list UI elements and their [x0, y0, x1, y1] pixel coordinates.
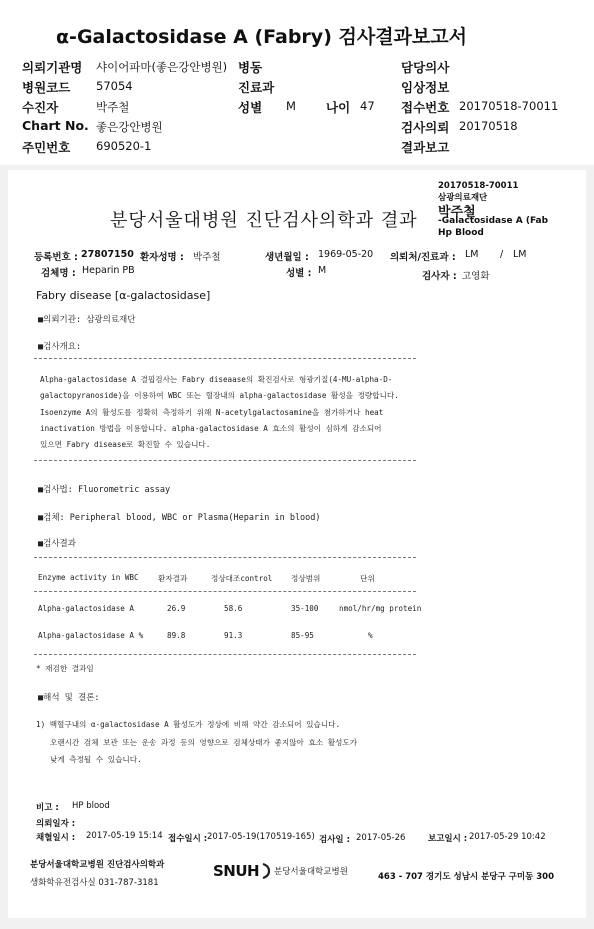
report-title: α-Galactosidase A (Fabry) 검사결과보고서: [56, 26, 467, 48]
divider: [34, 358, 416, 359]
sticker-org: 삼광의료재단: [438, 193, 488, 203]
request-date-label: 의뢰일자 :: [36, 819, 76, 829]
value-age: 47: [360, 99, 375, 113]
collect-value: 2017-05-19 15:14: [86, 831, 163, 841]
receive-value: 2017-05-19(170519-165): [207, 832, 315, 842]
sex-label: 성별 :: [286, 268, 312, 279]
table-row-1-result: 26.9: [167, 604, 186, 613]
label-clinical-info: 임상정보: [401, 80, 450, 95]
value-resident-no: 690520-1: [96, 139, 152, 153]
label-sex: 성별: [238, 100, 263, 115]
overview-line-3: Isoenzyme A의 활성도를 정확히 측정하기 위해 N-acetylgalactosamine을 첨가하거나 heat: [40, 408, 384, 417]
lab-report-title: 분당서울대병원 진단검사의학과 결과: [110, 210, 418, 231]
requesting-agency: ■의뢰기관: 삼광의료재단: [38, 315, 136, 325]
dept-value-1: LM: [465, 249, 479, 260]
collect-label: 채혈일시 :: [36, 833, 76, 843]
dob-label: 생년월일 :: [265, 252, 309, 263]
sex-value: M: [318, 265, 327, 276]
tester-value: 고영화: [462, 271, 490, 282]
label-doctor: 담당의사: [401, 60, 450, 75]
label-ward: 병동: [238, 60, 263, 75]
specimen-value: Heparin PB: [82, 265, 135, 276]
snuh-logo-text: SNUH: [213, 862, 260, 880]
label-patient: 수진자: [22, 100, 59, 115]
receive-label: 접수일시 :: [168, 834, 208, 844]
col-header-enzyme: Enzyme activity in WBC: [38, 573, 139, 582]
footer-department: 분당서울대학교병원 진단검사의학과: [30, 860, 165, 870]
table-row-2-range: 85-95: [291, 631, 314, 640]
label-requesting-org: 의뢰기관명: [22, 60, 83, 75]
footer-address: 463 - 707 경기도 성남시 분당구 구미동 300: [378, 872, 555, 882]
report-time-value: 2017-05-29 10:42: [469, 832, 546, 842]
value-test-request: 20170518: [459, 119, 518, 133]
patient-name-value: 박주철: [193, 252, 221, 263]
value-sex: M: [286, 99, 296, 113]
sticker-id: 20170518-70011: [438, 181, 519, 191]
interpretation-line-1: 1) 백혈구내의 α-galactosidase A 활성도가 정상에 비해 약간 감소되어 있습니다.: [36, 720, 341, 729]
results-heading: ■검사결과: [38, 539, 76, 549]
remarks-value: HP blood: [72, 801, 110, 811]
label-result-report: 결과보고: [401, 140, 450, 155]
overview-heading: ■검사개요:: [38, 342, 82, 352]
table-row-2-unit: %: [368, 631, 373, 640]
table-row-1-range: 35-100: [291, 604, 319, 613]
reg-no-label: 등록번호 :: [34, 252, 78, 263]
dob-value: 1969-05-20: [318, 249, 374, 260]
interpretation-heading: ■해석 및 결론:: [38, 693, 100, 703]
table-row-1-unit: nmol/hr/mg protein: [339, 604, 422, 613]
value-patient: 박주철: [96, 100, 130, 114]
overview-line-1: Alpha-galactosidase A 결핍검사는 Fabry diseaase의 확진검사로 형광기질(4-MU-alpha-D-: [40, 375, 393, 384]
remarks-label: 비고 :: [36, 803, 59, 813]
interpretation-line-2: 오랜시간 검체 보관 또는 운송 과정 등의 영향으로 검체상태가 좋지않아 효소 활성도가: [50, 738, 358, 747]
col-header-unit: 단위: [360, 574, 375, 583]
value-hospital-code: 57054: [96, 79, 133, 93]
test-name: Fabry disease [α-galactosidase]: [36, 289, 211, 302]
dept-label: 의뢰처/진료과 :: [390, 252, 456, 263]
table-row-2-control: 91.3: [224, 631, 243, 640]
label-test-request: 검사의뢰: [401, 120, 450, 135]
overview-line-4: inactivation 방법을 이용합니다. alpha-galactosidase A 효소의 활성이 심하게 감소되어: [40, 424, 382, 433]
sticker-specimen: Hp Blood: [438, 228, 484, 238]
value-chart-no: 좋은강안병원: [96, 120, 163, 134]
snuh-mark-icon: [261, 863, 271, 879]
value-receipt-no: 20170518-70011: [459, 99, 559, 113]
label-chart-no: Chart No.: [22, 118, 89, 133]
interpretation-line-3: 낮게 측정될 수 있습니다.: [50, 755, 142, 764]
table-row-1-control: 58.6: [224, 604, 243, 613]
patient-name-label: 환자성명 :: [140, 252, 184, 263]
table-row-2-result: 89.8: [167, 631, 186, 640]
col-header-patient-result: 환자결과: [158, 574, 188, 583]
col-header-control: 정상대조control: [211, 574, 273, 583]
specimen-line: ■검체: Peripheral blood, WBC or Plasma(Heparin in blood): [38, 513, 321, 523]
retest-note: * 재검한 결과임: [36, 664, 94, 673]
report-time-label: 보고일시 :: [428, 834, 468, 844]
footer-lab: 생화학유전검사실 031-787-3181: [30, 878, 159, 888]
divider: [34, 557, 416, 558]
dept-value-2: LM: [513, 249, 527, 260]
divider: [34, 654, 416, 655]
value-requesting-org: 샤이어파마(좋은강안병원): [96, 60, 228, 74]
tester-label: 검사자 :: [422, 271, 457, 282]
test-date-label: 검사일 :: [319, 835, 350, 845]
method-line: ■검사법: Fluorometric assay: [38, 485, 171, 495]
label-receipt-no: 접수번호: [401, 100, 450, 115]
table-row-2-enzyme: Alpha-galactosidase A %: [38, 631, 144, 640]
label-resident-no: 주민번호: [22, 140, 71, 155]
table-row-1-enzyme: Alpha-galactosidase A: [38, 604, 135, 613]
test-date-value: 2017-05-26: [356, 833, 406, 843]
overview-line-5: 있으면 Fabry disease로 확진할 수 있습니다.: [40, 440, 211, 449]
label-hospital-code: 병원코드: [22, 80, 71, 95]
overview-line-2: galactopyranoside)을 이용하여 WBC 또는 혈장내의 alpha-galactosidase 활성을 정량합니다.: [40, 391, 399, 400]
col-header-normal-range: 정상범위: [291, 574, 321, 583]
sticker-name: 박주철: [438, 205, 476, 220]
specimen-label: 검체명 :: [41, 268, 76, 279]
label-age: 나이: [326, 100, 351, 115]
divider: [34, 460, 416, 461]
reg-no-value: 27807150: [81, 249, 134, 260]
divider: [34, 591, 416, 592]
snuh-logo-name: 분당서울대학교병원: [274, 867, 348, 877]
dept-separator: /: [500, 249, 504, 260]
label-department: 진료과: [238, 80, 275, 95]
sticker-test: -Galactosidase A (Fab: [438, 216, 549, 226]
